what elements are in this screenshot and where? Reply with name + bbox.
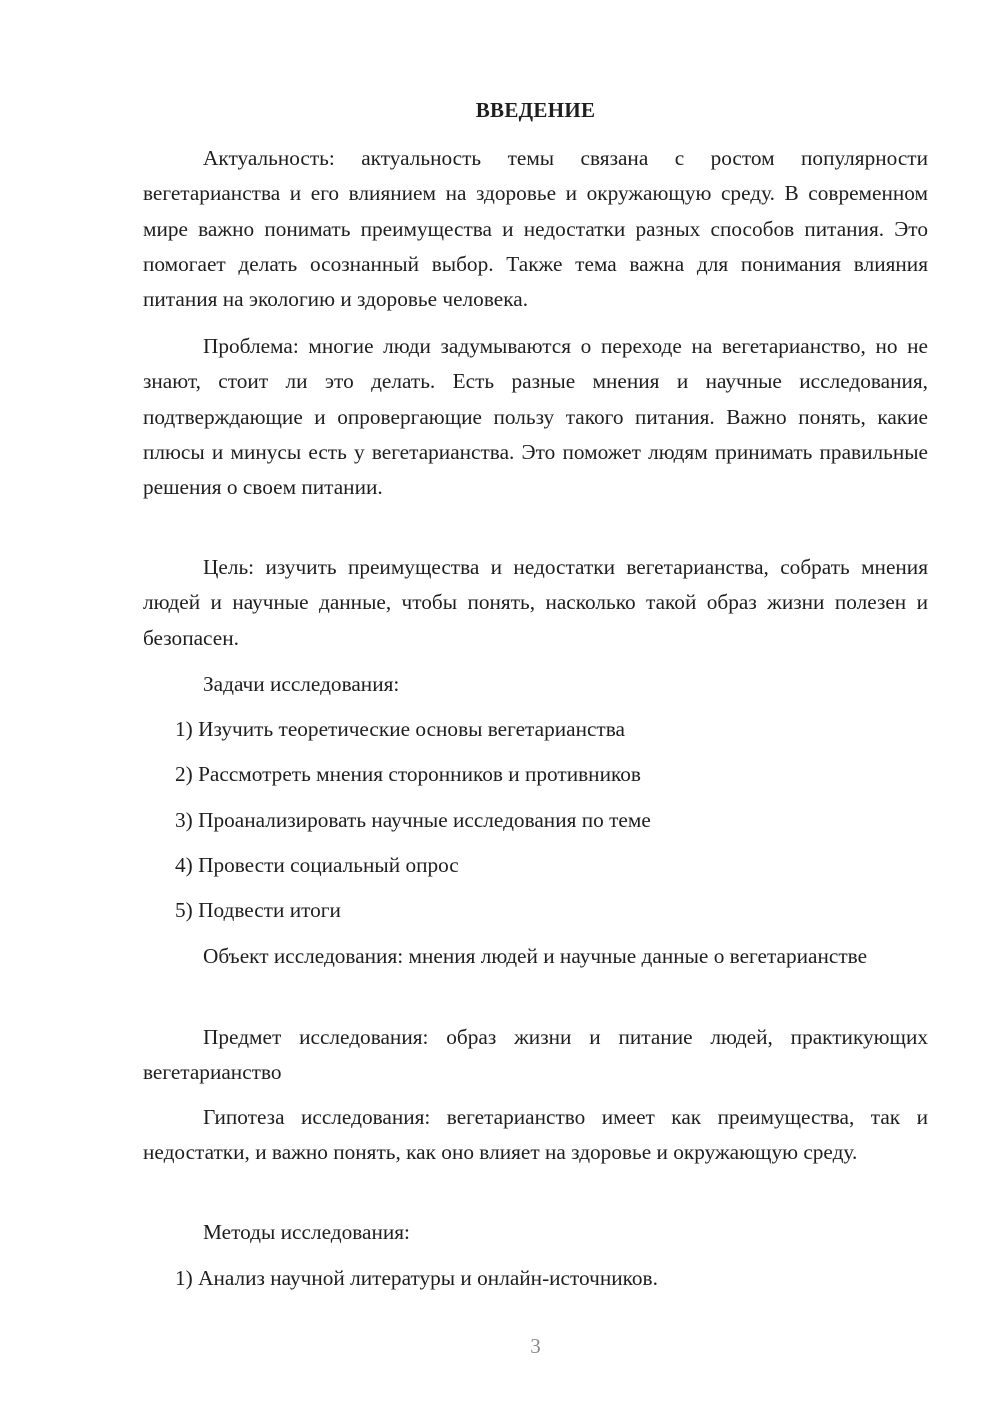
problem-paragraph: Проблема: многие люди задумываются о переходе на вегетарианство, но не знают, стоит ли это делать. Есть разные мнения и научные исследования, подтверждающие и опровергающие пользу такого питания. Важно понять, какие плюсы и минусы есть у вегетарианства. Это поможет людям принимать правильные решения о своем питании. <box>143 334 928 500</box>
goal-paragraph: Цель: изучить преимущества и недостатки вегетарианства, собрать мнения людей и научные данные, чтобы понять, насколько такой образ жизни полезен и безопасен. <box>143 555 928 650</box>
document-page <box>143 0 928 1414</box>
page-title: ВВЕДЕНИЕ <box>475 98 596 122</box>
relevance-paragraph: Актуальность: актуальность темы связана с ростом популярности вегетарианства и его влиянием на здоровье и окружающую среду. В современном мире важно понимать преимущества и недостатки разных способов питания. Это помогает делать осознанный выбор. Также тема важна для понимания влияния питания на экологию и здоровье человека. <box>143 146 928 312</box>
task-item: 1) Изучить теоретические основы вегетарианства <box>175 717 625 741</box>
object-paragraph: Объект исследования: мнения людей и научные данные о вегетарианстве <box>203 944 868 968</box>
task-item: 2) Рассмотреть мнения сторонников и противников <box>175 762 641 786</box>
method-item: 1) Анализ научной литературы и онлайн-источников. <box>175 1266 658 1290</box>
methods-heading: Методы исследования: <box>203 1220 410 1244</box>
page-number: 3 <box>530 1334 541 1358</box>
hypothesis-paragraph: Гипотеза исследования: вегетарианство имеет как преимущества, так и недостатки, и важно понять, как оно влияет на здоровье и окружающую среду. <box>143 1105 928 1165</box>
task-item: 5) Подвести итоги <box>175 898 341 922</box>
task-item: 3) Проанализировать научные исследования по теме <box>175 808 651 832</box>
tasks-heading: Задачи исследования: <box>203 672 400 696</box>
task-item: 4) Провести социальный опрос <box>175 853 459 877</box>
subject-paragraph: Предмет исследования: образ жизни и питание людей, практикующих вегетарианство <box>143 1025 928 1085</box>
